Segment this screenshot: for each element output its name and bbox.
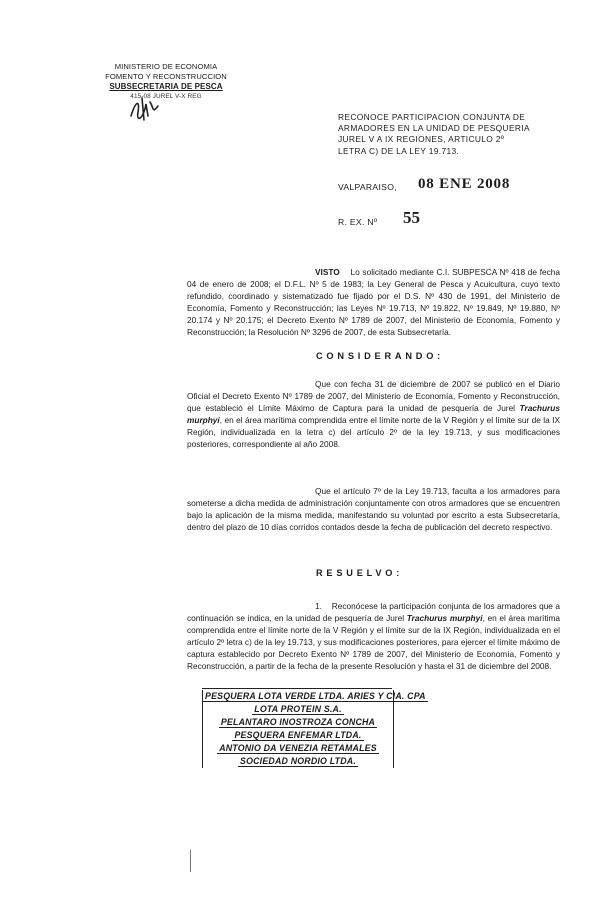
subject-line: LETRA C) DE LA LEY 19.713. [338,145,460,156]
company-box-top-rule [202,688,392,689]
subsecretaria-name: SUBSECRETARIA DE PESCA [109,82,223,91]
considerando-2-text: Que el artículo 7º de la Ley 19.713, faculta a los armadores para someterse a dicha medida de administración conjuntamente con otros armadores que se encuentren bajo la aplicación de la misma medida, manifestando su voluntad por escrito a esta Subsecretaría, dentro del plazo de 10 días corridos contados desde la fecha de publicación del decreto respectivo. [187,486,560,533]
considerando-1-text-cont: , en el área marítima comprendida entre el límite norte de la V Región y el límite sur de la IX Región, individualizada en la letra c) del artículo 2º de la ley 19.713, y sus modificaciones posteriores, correspondiente al año 2008. [187,415,560,450]
company-list [202,690,426,768]
resuelvo-heading: RESUELVO: [316,568,404,578]
initials-signature-icon [128,96,162,122]
resolution-number-label: R. EX. Nº [338,217,378,227]
ministry-name: MINISTERIO DE ECONOMIA [114,62,218,71]
scan-margin-mark [190,850,191,872]
ministry-name-line2: FOMENTO Y RECONSTRUCCION [105,72,227,81]
considerando-paragraph-1 [187,378,560,451]
resolution-number: 55 [403,208,420,227]
subject-line: JUREL V A IX REGIONES, ARTICULO 2º [338,134,505,145]
subject-line: ARMADORES EN LA UNIDAD DE PESQUERIA [338,123,530,134]
visto-text: Lo solicitado mediante C.I. SUBPESCA Nº 418 de fecha 04 de enero de 2008; el D.F.L. Nº 5 de 1983; la Ley General de Pesca y Acuicultura, cuyo texto refundido, coordinado y sistematizado fue fijado por el D.S. Nº 430 de 1991, del Ministerio de Economía, Fomento y Reconstrucción; las Leyes Nº 19.713, Nº 19.822, Nº 19.849, Nº 19.880, Nº 20.174 y Nº 20.175; el Decreto Exento Nº 1789 de 2007, del Ministerio de Economía, Fomento y Reconstrucción; la Resolución Nº 3296 de 2007, de esta Subsecretaría. [187,267,560,338]
company-item: PELANTARO INOSTROZA CONCHA [220,717,376,727]
date-stamp: 08 ENE 2008 [418,176,511,192]
species-name: Trachurus murphyi [406,613,483,624]
considerando-1-text: Que con fecha 31 de diciembre de 2007 se publicó en el Diario Oficial el Decreto Exento Nº 1789 de 2007, del Ministerio de Economía, Fomento y Reconstrucción, que estableció el Límite Máximo de Captura para la unidad de pesquería de Jurel [187,379,560,414]
place-label: VALPARAISO, [338,182,397,192]
company-item: SOCIEDAD NORDIO LTDA. [240,756,356,766]
company-item: PESQUERA ENFEMAR LTDA. [234,730,362,740]
resolution-subject [338,112,560,157]
letterhead [86,62,246,102]
visto-paragraph [187,266,560,339]
visto-lead: VISTO [315,267,340,277]
company-item: ANTONIO DA VENEZIA RETAMALES [219,743,377,753]
resuelvo-1-text-cont: , en el área marítima comprendida entre el límite norte de la V Región y el límite sur de la IX Región, individualizada en el artículo 2º letra c) de la ley 19.713, y sus modificaciones posteriores, para ejercer el límite máximo de captura establecido por Decreto Exento Nº 1789 de 2007, del Ministerio de Economía, Fomento y Reconstrucción, a partir de la fecha de la presente Resolución y hasta el 31 de diciembre del 2008. [187,613,561,672]
resuelvo-number: 1. [315,601,322,611]
considerando-paragraph-2 [187,485,560,533]
considerando-heading: CONSIDERANDO: [316,351,445,361]
resuelvo-paragraph-1 [187,600,560,673]
species-name: Trachurus murphyi [187,403,560,426]
subject-line: RECONOCE PARTICIPACION CONJUNTA DE [338,112,526,122]
resuelvo-1-text: Reconócese la participación conjunta de los armadores que a continuación se indica, en la unidad de pesquería de Jurel [187,601,560,624]
document-code: 415-08 JUREL V-X REG [130,93,202,100]
company-item: LOTA PROTEIN S.A. [254,704,342,714]
company-item: PESQUERA LOTA VERDE LTDA. ARIES Y CIA. CPA [205,691,426,701]
